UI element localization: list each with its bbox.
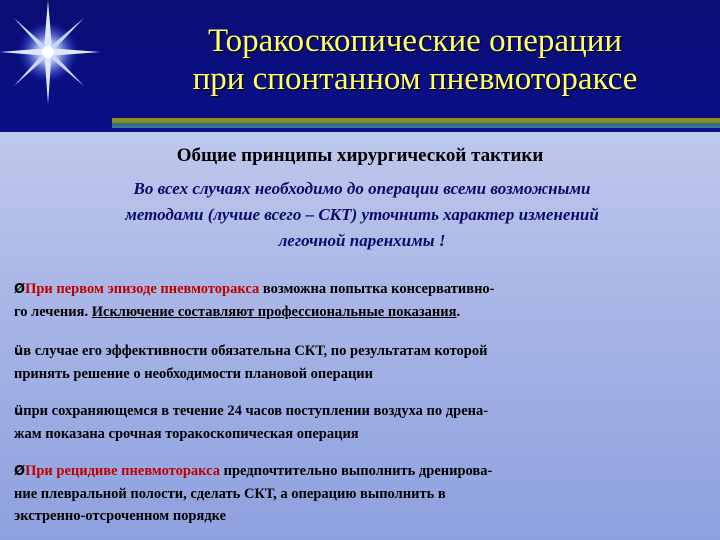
item-underlined-text: Исключение составляют профессиональные показания: [91, 304, 457, 320]
lead-line-1: Во всех случаях необходимо до операции всеми возможными: [133, 179, 591, 198]
list-item-recurrence: [14, 460, 710, 527]
item-line: экстренно-отсроченном порядке: [14, 508, 227, 524]
check-bullet-icon: ü: [14, 404, 24, 419]
title-line-2: при спонтанном пневмотораксе: [192, 61, 638, 97]
item-line: ние плевральной полости, сделать СКТ, а операцию выполнить в: [14, 486, 446, 502]
item-line: жам показана срочная торакоскопическая операция: [14, 426, 359, 442]
item-line: принять решение о необходимости плановой операции: [14, 366, 374, 382]
item-highlight: При первом эпизоде пневмоторакса: [25, 281, 260, 297]
item-line: [14, 460, 710, 483]
lead-line-3: легочной паренхимы !: [278, 231, 446, 250]
item-highlight: При рецидиве пневмоторакса: [25, 463, 220, 479]
list-item-air-leak: [14, 400, 710, 445]
item-text: при сохраняющемся в течение 24 часов поступлении воздуха по дрена-: [23, 403, 489, 419]
subtitle: Общие принципы хирургической тактики: [176, 145, 544, 166]
item-text: возможна попытка консервативно-: [259, 281, 495, 297]
item-line: [14, 340, 710, 363]
item-text: предпочтительно выполнить дренирова-: [220, 463, 493, 479]
arrow-bullet-icon: Ø: [14, 464, 26, 479]
lead-paragraph: [14, 176, 710, 254]
slide-title: [110, 22, 720, 98]
item-line: [14, 301, 710, 323]
item-text: го лечения.: [14, 304, 92, 320]
lead-line-2: методами (лучше всего – СКТ) уточнить характер изменений: [125, 205, 599, 224]
check-bullet-icon: ü: [14, 344, 24, 359]
title-divider: [112, 118, 720, 128]
list-item-effective: [14, 340, 710, 385]
title-line-1: Торакоскопические операции: [207, 23, 623, 59]
list-item-first-episode: [14, 278, 710, 323]
item-line: [14, 278, 710, 301]
item-line: [14, 400, 710, 423]
item-text: в случае его эффективности обязательна СКТ, по результатам которой: [23, 343, 488, 359]
item-text: .: [456, 304, 461, 320]
arrow-bullet-icon: Ø: [14, 282, 26, 297]
star-burst-icon: [0, 0, 120, 120]
